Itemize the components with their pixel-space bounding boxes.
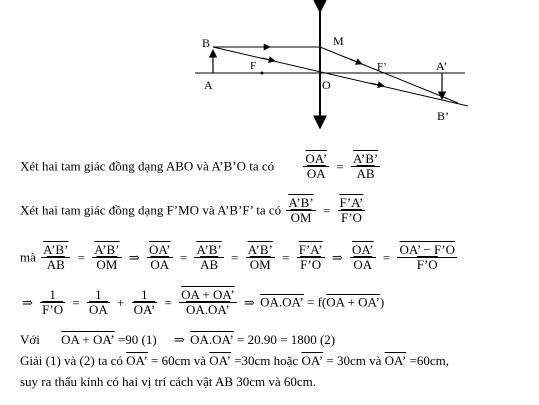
ray-arrow-2 <box>350 59 362 64</box>
label-b-prime: B’ <box>437 109 449 123</box>
line-2: Xét hai tam giác đồng dạng F’MO và A’B’F’ ta có $\frac{A’B’}{OM}$ = $\frac{F’A’}{F’O}$ <box>20 195 364 225</box>
frac-ab: $\frac{A’B’}{AB}$ <box>352 151 379 181</box>
label-a-prime: A’ <box>436 59 448 73</box>
label-m: M <box>333 34 344 48</box>
focal-point-front <box>261 72 264 75</box>
label-b: B <box>202 36 211 50</box>
label-o: O <box>322 78 331 92</box>
line-4: ⇒ $\frac{1}{F’O}$ = $\frac{1}{OA}$ + $\frac{1}{OA’}$ = $\frac{OA + OA’}{OA.OA’}$ ⇒ OA.OA’ = f(OA + OA’) <box>22 287 385 317</box>
frac-oa: $\frac{OA’}{OA}$ <box>305 151 328 181</box>
line-1: Xét hai tam giác đồng dạng ABO và A’B’O ta có $\frac{OA’}{OA}$ = $\frac{A’B’}{AB}$ <box>20 151 379 181</box>
ray-arrow-3 <box>262 58 275 61</box>
label-a: A <box>204 78 213 92</box>
lens-ray-diagram <box>0 0 539 150</box>
label-f: F <box>250 60 257 72</box>
label-f-prime: F’ <box>377 61 387 73</box>
line-6: Giải (1) và (2) ta có OA’ = 60cm và OA’ =30cm hoặc OA’ = 30cm và OA’ =60cm, <box>20 353 450 369</box>
ray-arrow-4 <box>370 83 384 86</box>
text-1: Xét hai tam giác đồng dạng ABO và A’B’O ta có <box>20 158 275 174</box>
line-3: mà $\frac{A’B’}{AB}$ = $\frac{A’B’}{OM}$ ⇒ $\frac{OA’}{OA}$ = $\frac{A’B’}{AB}$ = $\frac{A’B’}{OM}$ = $\frac{F’A’}{F’O}$ ⇒ $\frac{OA’}{OA}$ = $\frac{OA’ - F’O}{F’O}$ <box>20 242 455 272</box>
ray-refracted <box>320 47 458 103</box>
line-5: Với OA + OA’ =90 (1) ⇒ OA.OA’ = 20.90 = 1800 (2) <box>20 332 336 348</box>
line-7: suy ra thấu kính có hai vị trí cách vật AB 30cm và 60cm. <box>20 374 317 390</box>
